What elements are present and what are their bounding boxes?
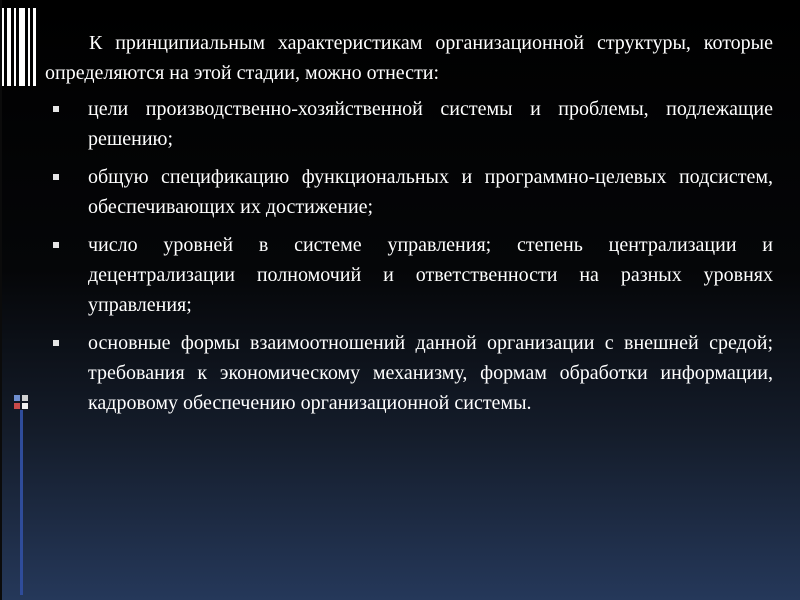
intro-paragraph: К принципиальным характеристикам организационной структуры, которые определяются на этой стадии, можно отнести: [45,32,773,84]
list-item [45,162,773,222]
list-item [45,328,773,418]
bullet-marker [53,340,59,346]
list-item [45,230,773,320]
list-item [45,94,773,154]
slide-content [45,28,773,426]
stripe [33,8,36,86]
bullet-marker [53,174,59,180]
left-edge-decoration [0,0,2,600]
bullet-marker [53,242,59,248]
stripe [2,8,4,86]
decorative-squares-bottom [12,395,32,595]
stripe [28,8,30,86]
decorative-stripes-top [2,8,36,86]
accent-square [14,395,20,401]
accent-square [22,395,28,401]
stripe [19,8,25,86]
list-item-text: цели производственно-хозяйственной системы и проблемы, подлежащие решению; [88,98,773,150]
bullet-marker [53,106,59,112]
bullet-list [45,94,773,418]
stripe [14,8,16,86]
list-item-text: число уровней в системе управления; степень централизации и децентрализации полномочий и ответственности на разных уровнях управления; [88,234,773,316]
list-item-text: общую спецификацию функциональных и программно-целевых подсистем, обеспечивающих их достижение; [88,166,773,218]
accent-square [14,403,20,409]
stripe [7,8,11,86]
accent-line [20,410,23,595]
accent-square [22,403,28,409]
list-item-text: основные формы взаимоотношений данной организации с внешней средой; требования к экономическому механизму, формам обработки информации, кадровому обеспечению организационной системы. [88,332,773,414]
